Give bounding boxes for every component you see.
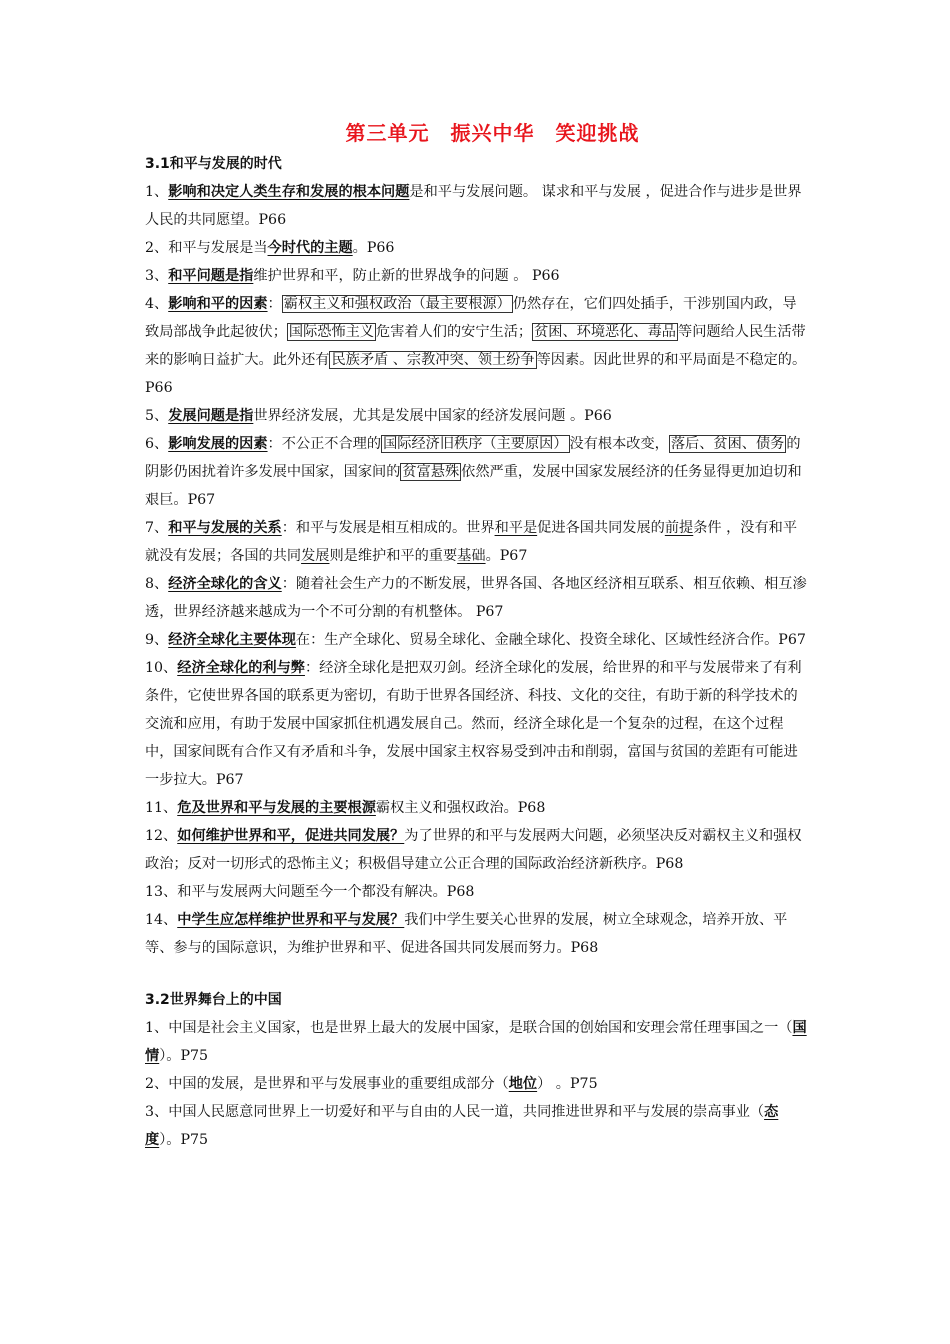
list-item: 1、影响和决定人类生存和发展的根本问题是和平与发展问题。 谋求和平与发展 ，促进合作与进步是世界人民的共同愿望。P66 (145, 184, 802, 228)
list-item: 8、经济全球化的含义：随着社会生产力的不断发展，世界各国、各地区经济相互联系、相互依赖、相互渗透，世界经济越来越成为一个不可分割的有机整体。 P67 (145, 576, 807, 620)
list-item: 11、危及世界和平与发展的主要根源霸权主义和强权政治。P68 (145, 800, 546, 816)
list-item: 14、中学生应怎样维护世界和平与发展？我们中学生要关心世界的发展，树立全球观念，培养开放、平等、参与的国际意识，为维护世界和平、促进各国共同发展而努力。P68 (145, 912, 788, 956)
list-item: 2、中国的发展，是世界和平与发展事业的重要组成部分（地位） 。P75 (145, 1076, 598, 1092)
document-page (145, 118, 810, 1154)
list-item: 4、影响和平的因素： 霸权主义和强权政治（最主要根源） 仍然存在，它们四处插手，干涉别国内政，导致局部战争此起彼伏； 国际恐怖主义 危害着人们的安宁生活； 贫困、环境恶化、毒品 等问题给人民生活带来的影响日益扩大。此外还有 民族矛盾 、宗教冲突、领土纷争 等因素。因此世界的和平局面是不稳定的。P66 (145, 296, 807, 396)
list-item: 10、经济全球化的利与弊：经济全球化是把双刃剑。经济全球化的发展，给世界的和平与发展带来了有利条件，它使世界各国的联系更为密切，有助于世界各国经济、科技、文化的交往，有助于新的科学技术的交流和应用，有助于发展中国家抓住机遇发展自己。然而，经济全球化是一个复杂的过程，在这个过程中，国家间既有合作又有矛盾和斗争，发展中国家主权容易受到冲击和削弱，富国与贫国的差距有可能进一步拉大。P67 (145, 660, 802, 788)
list-item: 2、和平与发展是当今时代的主题。P66 (145, 240, 395, 256)
list-item: 3、和平问题是指维护世界和平，防止新的世界战争的问题 。 P66 (145, 268, 560, 284)
list-item: 6、影响发展的因素：不公正不合理的 国际经济旧秩序（主要原因） 没有根本改变， 落后、贫困、债务 的阴影仍困扰着许多发展中国家，国家间的 贫富悬殊 依然严重，发展中国家发展经济的任务显得更加迫切和艰巨。P67 (145, 436, 802, 508)
section-heading: 3.2世界舞台上的中国 (145, 992, 282, 1008)
list-item: 13、和平与发展两大问题至今一个都没有解决。P68 (145, 884, 475, 900)
list-item: 12、如何维护世界和平，促进共同发展？为了世界的和平与发展两大问题，必须坚决反对霸权主义和强权政治；反对一切形式的恐怖主义；积极倡导建立公正合理的国际政治经济新秩序。P68 (145, 828, 802, 872)
list-item: 5、发展问题是指世界经济发展，尤其是发展中国家的经济发展问题 。P66 (145, 408, 612, 424)
section-heading: 3.1和平与发展的时代 (145, 156, 282, 172)
page-title: 第三单元 振兴中华 笑迎挑战 (345, 121, 640, 145)
list-item: 9、经济全球化主要体现在：生产全球化、贸易全球化、金融全球化、投资全球化、区域性经济合作。P67 (145, 632, 806, 648)
list-item: 7、和平与发展的关系：和平与发展是相互相成的。世界和平是促进各国共同发展的前提条件 ，没有和平就没有发展；各国的共同发展则是维护和平的重要基础。P67 (145, 520, 798, 564)
list-item: 1、中国是社会主义国家，也是世界上最大的发展中国家，是联合国的创始国和安理会常任理事国之一（国情）。P75 (145, 1020, 807, 1064)
list-item: 3、中国人民愿意同世界上一切爱好和平与自由的人民一道，共同推进世界和平与发展的崇高事业（态度）。P75 (145, 1104, 779, 1148)
